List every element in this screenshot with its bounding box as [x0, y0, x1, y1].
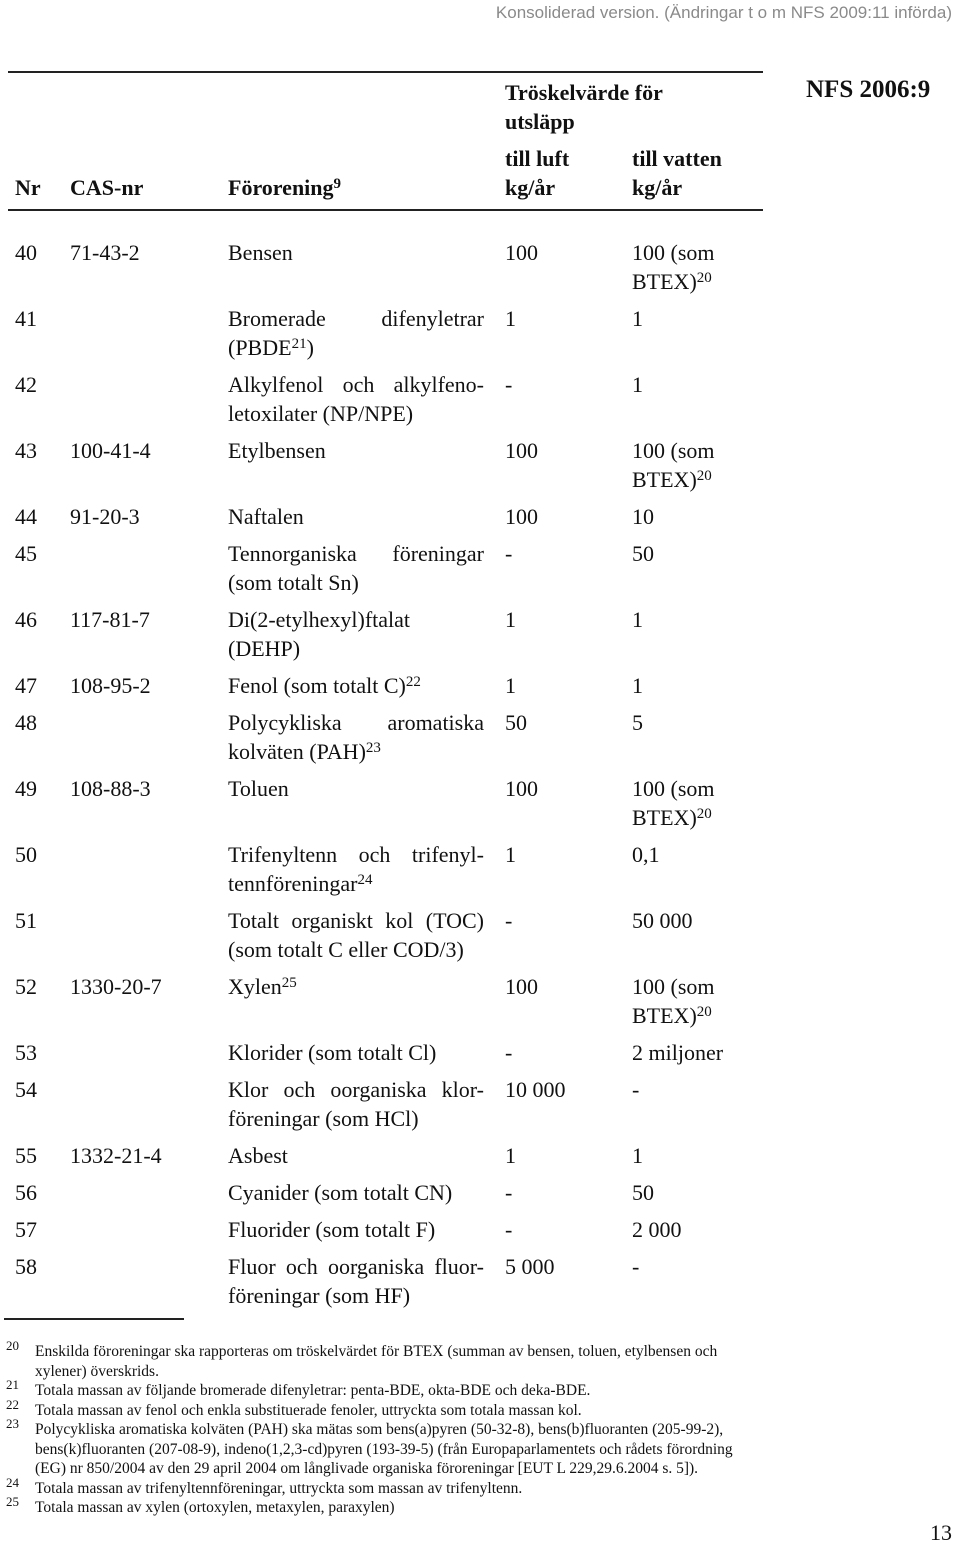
footnotes: [0, 1338, 900, 1518]
footnote-ref: 22: [405, 674, 421, 690]
row-number: 52: [15, 974, 37, 999]
threshold-air: -: [505, 1040, 513, 1065]
pollutant-name: Tennorganiska föreningar (som totalt Sn): [228, 541, 484, 595]
threshold-water-cell: [632, 1215, 762, 1244]
threshold-water-cell: [632, 539, 762, 568]
threshold-water-cell: [632, 1038, 762, 1067]
footnote-ref: 21: [291, 336, 307, 352]
threshold-water: 100 (som BTEX): [632, 974, 715, 1028]
pollutant-header-label: Förorening: [228, 175, 334, 200]
threshold-water: 100 (som BTEX): [632, 438, 715, 492]
footnote-text: Totala massan av xylen (ortoxylen, metaxylen, paraxylen): [35, 1499, 395, 1516]
table-row: [0, 708, 960, 774]
table-top-rule: [8, 71, 763, 73]
threshold-air: 1: [505, 673, 516, 698]
threshold-water-cell: [632, 906, 762, 935]
threshold-air: 1: [505, 306, 516, 331]
row-number: 51: [15, 908, 37, 933]
table-header-rule: [8, 209, 763, 211]
document-id: NFS 2006:9: [806, 76, 931, 103]
table-row: [0, 671, 960, 708]
threshold-water: 1: [632, 372, 643, 397]
pollutant-name: Alkylfenol och alkylfeno-letoxilater (NP/NPE): [228, 372, 484, 426]
footnote: [0, 1396, 745, 1421]
row-number: 53: [15, 1040, 37, 1065]
footnote-number: 21: [6, 1377, 19, 1392]
footnote-text: Totala massan av fenol och enkla substituerade fenoler, uttryckta som totala massan kol.: [35, 1401, 582, 1419]
table-row: [0, 605, 960, 671]
row-number: 50: [15, 842, 37, 867]
cas-number: 1330-20-7: [70, 974, 162, 999]
threshold-air: 100: [505, 438, 538, 463]
pollutant-name: Klorider (som totalt Cl): [228, 1040, 437, 1065]
row-number: 56: [15, 1180, 37, 1205]
cas-number: 100-41-4: [70, 438, 151, 463]
table-row: [0, 502, 960, 539]
threshold-water-cell: [632, 1178, 762, 1207]
row-number: 40: [15, 240, 37, 265]
table-row: [0, 906, 960, 972]
row-number: 58: [15, 1254, 37, 1279]
table-row: [0, 304, 960, 370]
pollutant-cell: [228, 840, 484, 898]
row-number: 57: [15, 1217, 37, 1242]
threshold-air: -: [505, 1180, 513, 1205]
row-number: 43: [15, 438, 37, 463]
threshold-water: 0,1: [632, 842, 660, 867]
threshold-water: 50 000: [632, 908, 693, 933]
row-number: 49: [15, 776, 37, 801]
footnote: [0, 1377, 745, 1401]
threshold-air: 5 000: [505, 1254, 555, 1279]
water-header-line1: till vatten: [632, 146, 722, 171]
threshold-water: -: [632, 1077, 640, 1102]
table-row: [0, 1075, 960, 1141]
threshold-water: 1: [632, 1143, 643, 1168]
cas-number: 71-43-2: [70, 240, 140, 265]
pollutant-name: Di(2-etylhexyl)ftalat (DEHP): [228, 607, 411, 661]
pollutant-header-ref: 9: [333, 176, 342, 192]
pollutant-name: Totalt organiskt kol (TOC) (som totalt C eller COD/3): [228, 908, 484, 962]
footnote-rule: [4, 1318, 184, 1320]
threshold-air: 100: [505, 504, 538, 529]
row-number: 54: [15, 1077, 37, 1102]
threshold-water-cell: [632, 774, 762, 832]
pollutant-cell: [228, 671, 484, 700]
threshold-air: 100: [505, 776, 538, 801]
table-row: [0, 370, 960, 436]
footnote-ref: 20: [696, 1004, 712, 1020]
table-row: [0, 1038, 960, 1075]
threshold-water-cell: [632, 1252, 762, 1281]
table-row: [0, 840, 960, 906]
threshold-water-cell: [632, 436, 762, 494]
row-number: 46: [15, 607, 37, 632]
footnote-ref: 24: [357, 872, 373, 888]
threshold-air: 1: [505, 1143, 516, 1168]
page-number: 13: [930, 1520, 952, 1545]
row-number: 45: [15, 541, 37, 566]
cas-number: 108-95-2: [70, 673, 151, 698]
footnote-ref: 20: [696, 468, 712, 484]
pollutant-name: Etylbensen: [228, 438, 326, 463]
row-number: 47: [15, 673, 37, 698]
table-row: [0, 1178, 960, 1215]
footnote-text: Enskilda föroreningar ska rapporteras om tröskelvärdet för BTEX (summan av bensen, toluen, etylbensen och xylener) överskrids.: [35, 1343, 718, 1380]
threshold-water: 100 (som BTEX): [632, 776, 715, 830]
table-row: [0, 972, 960, 1038]
footnote-text: Polycykliska aromatiska kolväten (PAH) ska mätas som bens(a)pyren (50-32-8), bens(b)fluoranten (205-99-2), bens(k)fluoranten (207-08-9), indeno(1,2,3-cd)pyren (193-39-5) (från Europaparlamentets och rådets förordning (EG) nr 850/2004 av den 29 april 2004 om långlivade organiska föroreningar [EUT L 229,29.6.2004 s. 5]).: [35, 1421, 733, 1477]
air-header-line2: kg/år: [505, 175, 556, 200]
threshold-air: -: [505, 372, 513, 397]
nr-header: Nr: [15, 175, 41, 200]
table-row: [0, 238, 960, 304]
pollutant-cell: [228, 238, 484, 267]
footnote-number: 25: [6, 1494, 19, 1509]
pollutant-name: Fenol (som totalt C): [228, 673, 406, 698]
pollutant-cell: [228, 1075, 484, 1133]
threshold-water-cell: [632, 238, 762, 296]
footnote-ref: 25: [281, 975, 297, 991]
pollutant-name: Cyanider (som totalt CN): [228, 1180, 453, 1205]
pollutant-name: Fluorider (som totalt F): [228, 1217, 436, 1242]
pollutant-cell: [228, 539, 484, 597]
pollutant-name: Toluen: [228, 776, 289, 801]
pollutant-cell: [228, 502, 484, 531]
pollutant-cell: [228, 1038, 484, 1067]
pollutant-cell: [228, 605, 484, 663]
footnote: [0, 1338, 745, 1381]
consolidated-version-banner: Konsoliderad version. (Ändringar t o m NFS 2009:11 införda): [495, 3, 952, 22]
pollutant-name: Bensen: [228, 240, 293, 265]
threshold-water: 1: [632, 673, 643, 698]
footnote-number: 20: [6, 1338, 19, 1353]
threshold-air: -: [505, 1217, 513, 1242]
cas-header: CAS-nr: [70, 175, 144, 200]
threshold-air: -: [505, 908, 513, 933]
threshold-water: 50: [632, 541, 654, 566]
table-row: [0, 539, 960, 605]
table-row: [0, 1141, 960, 1178]
water-header-line2: kg/år: [632, 175, 683, 200]
threshold-water-cell: [632, 370, 762, 399]
pollutant-name: Bromerade difenyletrar (PBDE: [228, 306, 484, 360]
cas-number: 1332-21-4: [70, 1143, 162, 1168]
pollutant-name: Klor och oorganiska klor-föreningar (som HCl): [228, 1077, 484, 1131]
row-number: 48: [15, 710, 37, 735]
pollutant-name: Xylen: [228, 974, 282, 999]
threshold-water-cell: [632, 972, 762, 1030]
footnote-ref: 23: [365, 740, 381, 756]
pollutant-name: Fluor och oorganiska fluor-föreningar (som HF): [228, 1254, 484, 1308]
threshold-water-cell: [632, 502, 762, 531]
pollutant-cell: [228, 1178, 484, 1207]
threshold-water-cell: [632, 304, 762, 333]
threshold-header-line1: Tröskelvärde för: [505, 80, 663, 105]
threshold-water: 2 miljoner: [632, 1040, 724, 1065]
footnote-number: 24: [6, 1474, 19, 1490]
pollutant-name: Naftalen: [228, 504, 304, 529]
threshold-water-cell: [632, 605, 762, 634]
threshold-water: 10: [632, 504, 654, 529]
pollutant-name: Trifenyltenn och trifenyl-tennföreningar: [228, 842, 484, 896]
threshold-water-cell: [632, 840, 762, 869]
threshold-water-cell: [632, 708, 762, 737]
threshold-water: 1: [632, 607, 643, 632]
threshold-water: 100 (som BTEX): [632, 240, 715, 294]
threshold-water-cell: [632, 1075, 762, 1104]
pollutant-cell: [228, 1252, 484, 1310]
threshold-air: 1: [505, 607, 516, 632]
threshold-water: 2 000: [632, 1217, 682, 1242]
threshold-air: 1: [505, 842, 516, 867]
pollutant-cell: [228, 436, 484, 465]
threshold-air: 100: [505, 974, 538, 999]
pollutant-name: Polycykliska aromatiska kolväten (PAH): [228, 710, 484, 764]
pollutant-cell: [228, 1215, 484, 1244]
threshold-water-cell: [632, 671, 762, 700]
threshold-air: 10 000: [505, 1077, 566, 1102]
pollutant-cell: [228, 708, 484, 766]
table-row: [0, 774, 960, 840]
pollutant-header: [228, 174, 341, 202]
cas-number: 108-88-3: [70, 776, 151, 801]
cas-number: 91-20-3: [70, 504, 140, 529]
threshold-air: -: [505, 541, 513, 566]
threshold-air: 50: [505, 710, 527, 735]
air-header-line1: till luft: [505, 146, 570, 171]
threshold-water: 5: [632, 710, 643, 735]
table-row: [0, 1252, 960, 1318]
pollutant-cell: [228, 304, 484, 362]
pollutant-cell: [228, 1141, 484, 1170]
row-number: 44: [15, 504, 37, 529]
footnote-text: Totala massan av följande bromerade difenyletrar: penta-BDE, okta-BDE och deka-BDE.: [35, 1382, 591, 1399]
cas-number: 117-81-7: [70, 607, 150, 632]
row-number: 55: [15, 1143, 37, 1168]
footnote-ref: 20: [696, 270, 712, 286]
pollutant-cell: [228, 370, 484, 428]
pollutant-cell: [228, 906, 484, 964]
footnote-text: Totala massan av trifenyltennföreningar, uttryckta som massan av trifenyltenn.: [35, 1479, 523, 1497]
pollutant-cell: [228, 972, 484, 1001]
footnote: [0, 1494, 745, 1518]
row-number: 41: [15, 306, 37, 331]
threshold-water: -: [632, 1254, 640, 1279]
row-number: 42: [15, 372, 37, 397]
footnote-number: 22: [6, 1396, 19, 1412]
footnote: [0, 1416, 745, 1479]
pollutant-name: Asbest: [228, 1143, 288, 1168]
threshold-water-cell: [632, 1141, 762, 1170]
threshold-air: 100: [505, 240, 538, 265]
threshold-water: 50: [632, 1180, 654, 1205]
pollutant-suffix: ): [306, 335, 314, 360]
pollutant-table-body: [0, 238, 960, 1318]
footnote-number: 23: [6, 1416, 19, 1431]
pollutant-cell: [228, 774, 484, 803]
table-row: [0, 1215, 960, 1252]
threshold-header-line2: utsläpp: [505, 109, 575, 134]
footnote-ref: 20: [696, 806, 712, 822]
footnote: [0, 1474, 745, 1499]
threshold-water: 1: [632, 306, 643, 331]
table-row: [0, 436, 960, 502]
